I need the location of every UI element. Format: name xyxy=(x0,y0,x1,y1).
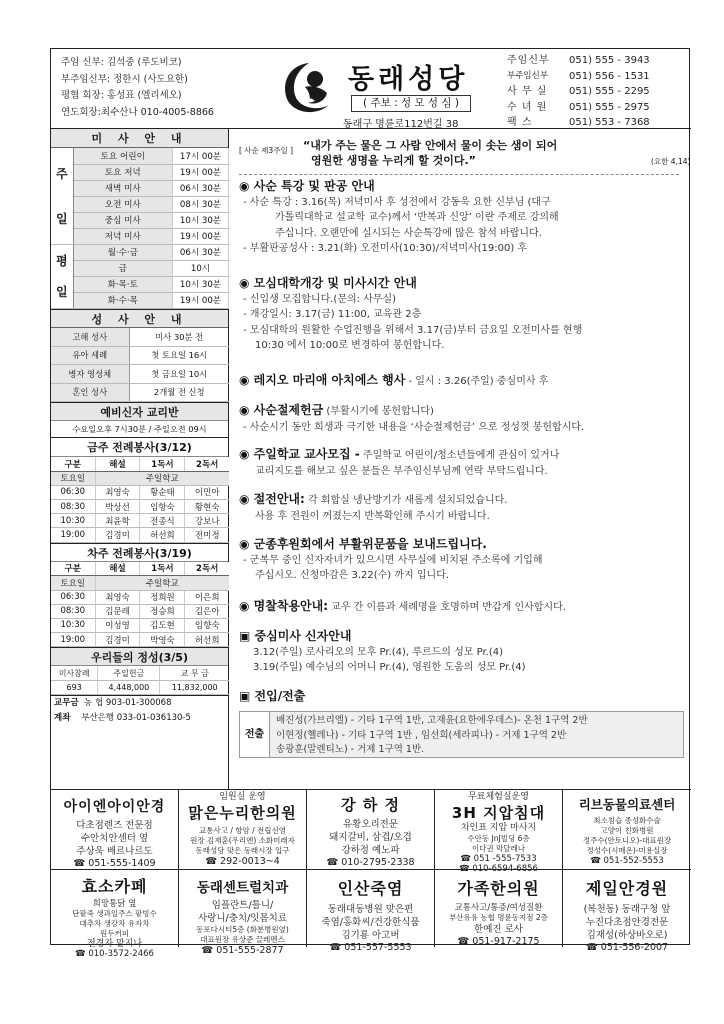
ad-enzyme-cafe: 효소카페 희망통닭 옆 단팥죽 생과일주스 팥빙수 대추차 생강차 유자차 원두커피 전경자 말지나 ☎ 010-3572-2466 xyxy=(51,869,179,948)
schedule-row: 중심 미사 10시 30분 xyxy=(51,212,229,228)
table-row: 10:30 이성영 김도현 임향숙 xyxy=(51,618,229,632)
schedule-row: 평 일 월·수·금 06시 30분 xyxy=(51,244,229,260)
schedule-row: 오전 미사 08시 30분 xyxy=(51,196,229,212)
divider xyxy=(239,174,679,175)
contact-row: 팩 스 051) 553 - 7368 xyxy=(507,117,650,128)
contact-row: 주임신부 051) 555 - 3943 xyxy=(507,55,650,66)
sacrament-row: 유아 세례 첫 토요일 16시 xyxy=(51,346,229,365)
notice-energy-saving: ◉ 절전안내: 각 회합실 냉난방기가 새롭게 설치되었습니다. 사용 후 전원이 꺼졌는지 반복확인해 주시기 바랍니다. xyxy=(239,492,508,522)
table-row: 08:30 김문레 정승희 김은아 xyxy=(51,604,229,618)
bulletin-page xyxy=(50,48,691,959)
sunday-label: 주 일 xyxy=(51,148,73,244)
notice-mosim-college: ◉ 모심대학개강 및 미사시간 안내 - 신입생 모집합니다.(문의: 사무실) - 개강일시: 3.17(금) 11:00, 교육관 2층 - 모심대학의 원활한 수업진행을 위해서 3.17(금)부터 금요일 오전미사를 현행 10:30 에서 10:00로 변경하여 봉헌합니다. xyxy=(239,276,583,351)
gospel-quote: “내가 주는 물은 그 사람 안에서 물이 솟는 샘이 되어 영원한 생명을 누리게 할 것이다.” xyxy=(303,139,558,167)
schedule-row: 화·수·목 19시 00분 xyxy=(51,292,229,308)
transfer-label: 전출 xyxy=(240,712,270,757)
left-column xyxy=(51,129,229,789)
table-row: 19:00 김경미 박영숙 허선희 xyxy=(51,633,229,647)
sacrament-title: 성 사 안 내 xyxy=(51,309,228,328)
altar-service-next-week-title: 차주 전례봉사(3/19) xyxy=(51,543,228,562)
schedule-row: 주 일 토요 어린이 17시 00분 xyxy=(51,148,229,164)
contact-row: 사 무 실 051) 555 - 2295 xyxy=(507,86,650,97)
mass-title: 미 사 안 내 xyxy=(51,129,228,148)
right-column xyxy=(231,129,691,789)
ad-family-clinic: 가족한의원 교통사고/통증/여성질환 부산유유 농협 명륜동지점 2층 한예진 로사 ☎ 051-917-2175 xyxy=(435,869,563,948)
sacrament-row: 혼인 성사 2개월 전 신청 xyxy=(51,383,229,402)
table-row: 08:30 박상선 임항숙 황현숙 xyxy=(51,500,229,514)
notice-military-support: ◉ 군종후원회에서 부활위문품을 보내드립니다. - 군복무 중인 신자자녀가 있으시면 사무실에 비치된 주소록에 기입해 주십시오. 신청마감은 3.22(수) 까지 입니다. xyxy=(239,537,543,581)
table-row: 693 4,448,000 11,832,000 xyxy=(51,680,229,694)
contact-row: 수 녀 원 051) 555 - 2975 xyxy=(507,101,650,113)
ad-central-dental: 동래센트럴치과 임플란트/틀니/ 사랑니/충치/잇몸치료 동포다시티5층 (화분병원옆) 대표원장 유상준 끌레멘스 ☎ 051-555-2877 xyxy=(179,869,307,948)
ad-malgeun-nuri-clinic: 임원실 운영 맑은누리한의원 교통사고 / 항암 / 전립선염 원장 김재훈(우리엔) 소화미래자 동래성당 맞은 동래시장 입구 ☎ 292-0013~4 xyxy=(179,790,307,869)
council-president-line: 평협 회장: 홍성표 (엘리세오) xyxy=(61,90,182,101)
pastor-line: 주임 신부: 김석중 (루도비코) xyxy=(61,57,182,68)
table-row: 06:30 최영숙 황순태 이민아 xyxy=(51,485,229,499)
schedule-row: 새벽 미사 06시 30분 xyxy=(51,180,229,196)
bank-row: 교무금 농 협 903-01-300068 xyxy=(54,698,172,709)
advertisements xyxy=(51,789,691,959)
table-header: 구분 해설 1독서 2독서 xyxy=(51,457,229,471)
schedule-row: 금 10시 xyxy=(51,260,229,276)
parish-title: 동래성당 xyxy=(348,64,469,95)
notice-legio-acies: ◉ 레지오 마리애 아치에스 행사 - 일시 : 3.26(주일) 중심미사 후 xyxy=(239,373,549,387)
altar-service-this-week-title: 금주 전례봉사(3/12) xyxy=(51,438,228,457)
table-header: 미사참례 주일헌금 교 무 금 xyxy=(51,666,229,680)
assistant-pastor-line: 부주임신부: 정한시 (사도요한) xyxy=(61,73,188,85)
bulletin-subtitle: ( 주보 : 성 모 성 심 ) xyxy=(351,95,471,112)
catechumen-title: 예비신자 교리반 xyxy=(51,402,228,421)
ad-insan-bamboo-salt: 인산죽염 동래대동병원 맞은편 죽염/홍화씨/건강한식품 김기룡 아고버 ☎ 051-557-5553 xyxy=(307,869,435,948)
table-row: 토요일 주일학교 xyxy=(51,576,229,590)
ad-ini-optical: 아이엔아이안경 다초점렌즈 전문점 수안치안센터 옆 주상욱 베르나르도 ☎ 051-555-1409 xyxy=(51,790,179,869)
notice-lent-lecture: ◉ 사순 특강 및 판공 안내 - 사순 특강 : 3.16(목) 저녁미사 후 성전에서 강동욱 요한 신부님 (대구 가톨릭대학교 설교학 교수)께서 ‘반복과 신앙’ 이란 주제로 강의해 주십니다. 오랜만에 실시되는 사순특강에 많은 참석 바랍니다. - 부활판공성사 : 3.21(화) 오전미사(10:30)/저녁미사(19:00) 후 xyxy=(239,179,559,254)
offering-title: 우리들의 정성(3/5) xyxy=(51,647,228,666)
table-row: 토요일 주일학교 xyxy=(51,471,229,485)
contact-list xyxy=(507,53,689,131)
notice-transfer-header: ▣ 전입/전출 xyxy=(239,689,306,703)
altar-service-next-week xyxy=(51,562,229,648)
ad-3h-bed: 무료체험실운영 3H 지압침대 차인표 지압 마사지 수안동 JnJ빌딩 6층 이다권 막달레나 ☎ 051 -555-7533 ☎ 010-6594-6856 xyxy=(435,790,563,869)
funeral-president-line: 연도회장:최수산나 010-4005-8866 xyxy=(61,106,214,118)
table-row: 06:30 최영숙 정희원 이은희 xyxy=(51,590,229,604)
catechumen-schedule: 수요일오후 7시30분 / 주일오전 09시 xyxy=(51,421,228,438)
gospel-reference: (요한 4,14) xyxy=(651,157,691,166)
schedule-row: 토요 저녁 19시 00분 xyxy=(51,164,229,180)
notice-lent-offering: ◉ 사순절제헌금 (부활시기에 봉헌합니다) - 사순시기 동안 희생과 극기한 내용을 ‘사순절제헌금’ 으로 정성껏 봉헌합시다. xyxy=(239,403,585,433)
offering-table xyxy=(51,666,229,695)
transfer-list: 배진성(가브리엘) - 기타 1구역 1반, 고재윤(요한에우데스)- 온천 1구역 2반 이현정(헬레나) - 기타 1구역 1반 , 임선희(세라피나) - 거제 1구역 2반 송광훈(말렌티노) - 거제 1구역 1반. xyxy=(276,715,588,755)
weekday-label: 평 일 xyxy=(51,244,73,308)
notice-main-mass-members: ▣ 중심미사 신자안내 3.12(주일) 로사리오의 모후 Pr.(4), 루르드의 성모 Pr.(4) 3.19(주일) 예수님의 어머니 Pr.(4), 영원한 도움의 성모 Pr.(4) xyxy=(239,629,526,673)
table-header: 구분 해설 1독서 2독서 xyxy=(51,562,229,576)
sacrament-row: 병자 영성체 첫 금요일 10시 xyxy=(51,365,229,384)
header xyxy=(51,49,691,129)
parish-logo xyxy=(275,57,343,121)
notice-name-tag: ◉ 명찰착용안내: 교우 간 이름과 세례명을 호명하며 반갑게 인사합시다. xyxy=(239,599,566,613)
bank-row: 계좌 부산은행 033-01-036130-5 xyxy=(54,713,191,724)
mass-schedule xyxy=(51,148,229,309)
ad-jeil-optical: 제일안경원 (복천동) 동래구청 앞 누진다초점안경전문 김재성(하상바오로) ☎ 051-556-2007 xyxy=(563,869,691,948)
parish-address: 동래구 명륜로112번길 38 xyxy=(343,119,459,130)
sunday-tag: [ 사순 제3주일 ] xyxy=(239,146,294,155)
ad-liv-animal-center: 리브동물의료센터 최소침습 종성화수술 고양이 친화병원 정주수(안토니오)-대표원장 정성수(시메온)-미용실장 ☎ 051-552-5553 xyxy=(578,797,676,866)
notice-sunday-school-teachers: ◉ 주일학교 교사모집 - 주일학교 어린이/청소년들에게 관심이 있거나 교리지도를 해보고 싶은 분들은 부주임신부님께 연락 부탁드립니다. xyxy=(239,447,560,477)
sacrament-row: 고해 성사 미사 30분 전 xyxy=(51,328,229,347)
table-row: 19:00 김경미 허선희 전미정 xyxy=(51,528,229,542)
schedule-row: 화·목·토 10시 30분 xyxy=(51,276,229,292)
clergy-info xyxy=(61,55,214,121)
sacrament-table xyxy=(51,328,229,403)
contact-row: 부주임신부 051) 556 - 1531 xyxy=(507,70,650,82)
bank-accounts xyxy=(51,695,228,726)
table-row: 10:30 최윤학 전종식 강보나 xyxy=(51,514,229,528)
altar-service-this-week xyxy=(51,457,229,543)
ad-gang-ha-jeong: 강 하 정 유황오리전문 돼지갈비, 삼겹/오겹 강하정 예노파 ☎ 010-2795-2338 xyxy=(307,790,435,869)
transfer-box xyxy=(239,711,684,758)
schedule-row: 저녁 미사 19시 00분 xyxy=(51,228,229,244)
